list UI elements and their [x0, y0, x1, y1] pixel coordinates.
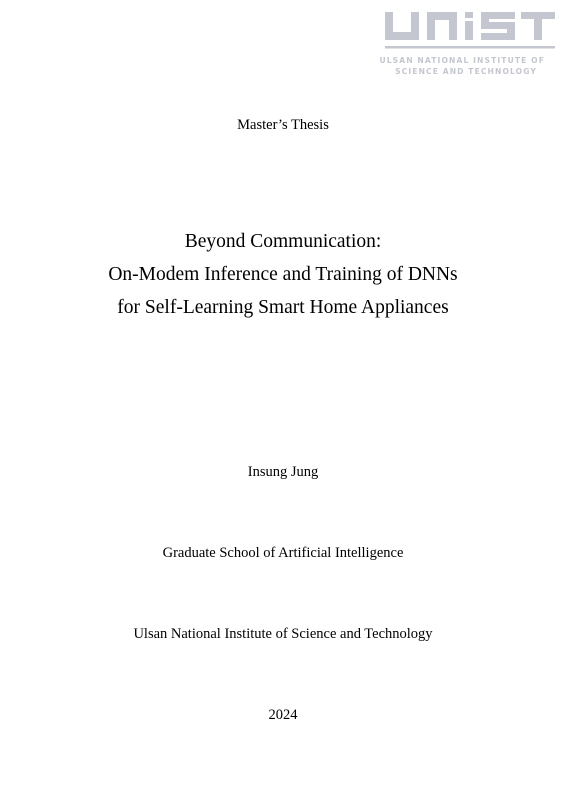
author-name: Insung Jung: [247, 464, 319, 480]
logo-tagline-line2: SCIENCE AND TECHNOLOGY: [395, 67, 537, 76]
thesis-type: Master’s Thesis: [237, 117, 329, 133]
graduate-school: Graduate School of Artificial Intelligence: [162, 545, 404, 561]
institute-name: Ulsan National Institute of Science and Technology: [133, 626, 433, 642]
thesis-year: 2024: [268, 707, 298, 723]
title-line-1: Beyond Communication:: [184, 231, 382, 252]
unist-logo: [379, 10, 557, 78]
logo-tagline-line1: ULSAN NATIONAL INSTITUTE OF: [379, 56, 545, 65]
unist-wordmark-logo: [383, 10, 557, 54]
title-line-3: for Self-Learning Smart Home Appliances: [117, 297, 449, 318]
title-line-2: On-Modem Inference and Training of DNNs: [108, 264, 458, 285]
thesis-title: [0, 225, 566, 324]
